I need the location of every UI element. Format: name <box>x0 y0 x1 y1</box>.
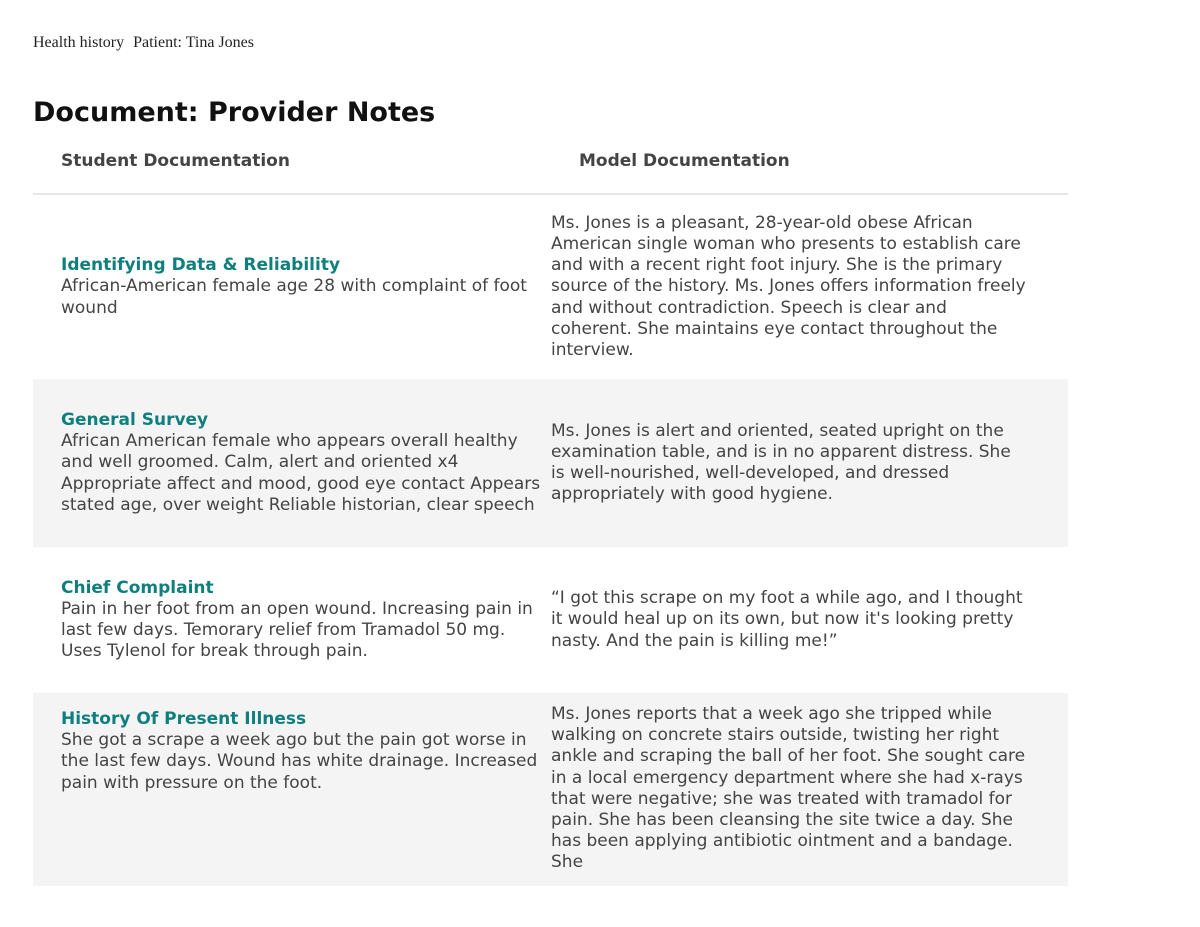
provider-notes-table <box>33 142 1068 886</box>
table-row <box>33 547 1068 693</box>
table-row <box>33 379 1068 547</box>
table-row <box>33 693 1068 886</box>
header-section: Health history <box>33 34 125 51</box>
table-row <box>33 195 1068 379</box>
student-cell <box>61 578 541 663</box>
student-cell <box>61 410 541 516</box>
student-cell <box>61 255 541 319</box>
table-header-row <box>33 142 1068 195</box>
page-header <box>33 34 254 52</box>
model-cell: Ms. Jones is a pleasant, 28-year-old obese African American single woman who presents to establish care and with a recent right foot injury. She is the primary source of the history. Ms. Jones offers information freely and without contradiction. Speech is clear and coherent. She maintains eye contact throughout the interview. <box>551 212 1026 360</box>
student-text: She got a scrape a week ago but the pain got worse in the last few days. Wound has white drainage. Increased pain with pressure on the foot. <box>61 730 538 793</box>
student-text: African American female who appears overall healthy and well groomed. Calm, alert and oriented x4 Appropriate affect and mood, good eye contact Appears stated age, over weight Reliable historian, clear speech <box>61 431 541 515</box>
student-text: Pain in her foot from an open wound. Increasing pain in last few days. Temorary relief from Tramadol 50 mg. Uses Tylenol for break through pain. <box>61 598 533 662</box>
section-title: Chief Complaint <box>61 577 214 598</box>
header-patient: Patient: Tina Jones <box>133 34 254 51</box>
document-title: Document: Provider Notes <box>33 97 436 128</box>
model-column-header: Model Documentation <box>579 151 790 171</box>
student-text: African-American female age 28 with complaint of foot wound <box>61 276 527 318</box>
student-cell <box>61 709 541 794</box>
model-cell: “I got this scrape on my foot a while ago, and I thought it would heal up on its own, but now it's looking pretty nasty. And the pain is killing me!” <box>551 588 1023 651</box>
model-cell: Ms. Jones reports that a week ago she tripped while walking on concrete stairs outside, twisting her right ankle and scraping the ball of her foot. She sought care in a local emergency department where she had x-rays that were negative; she was treated with tramadol for pain. She has been cleansing the site twice a day. She has been applying antibiotic ointment and a bandage. She <box>551 704 1026 873</box>
student-column-header: Student Documentation <box>61 151 290 171</box>
section-title: History Of Present Illness <box>61 709 307 729</box>
section-title: General Survey <box>61 409 209 430</box>
section-title: Identifying Data & Reliability <box>61 255 341 276</box>
model-cell: Ms. Jones is alert and oriented, seated upright on the examination table, and is in no apparent distress. She is well-nourished, well-developed, and dressed appropriately with good hygiene. <box>551 420 1011 505</box>
